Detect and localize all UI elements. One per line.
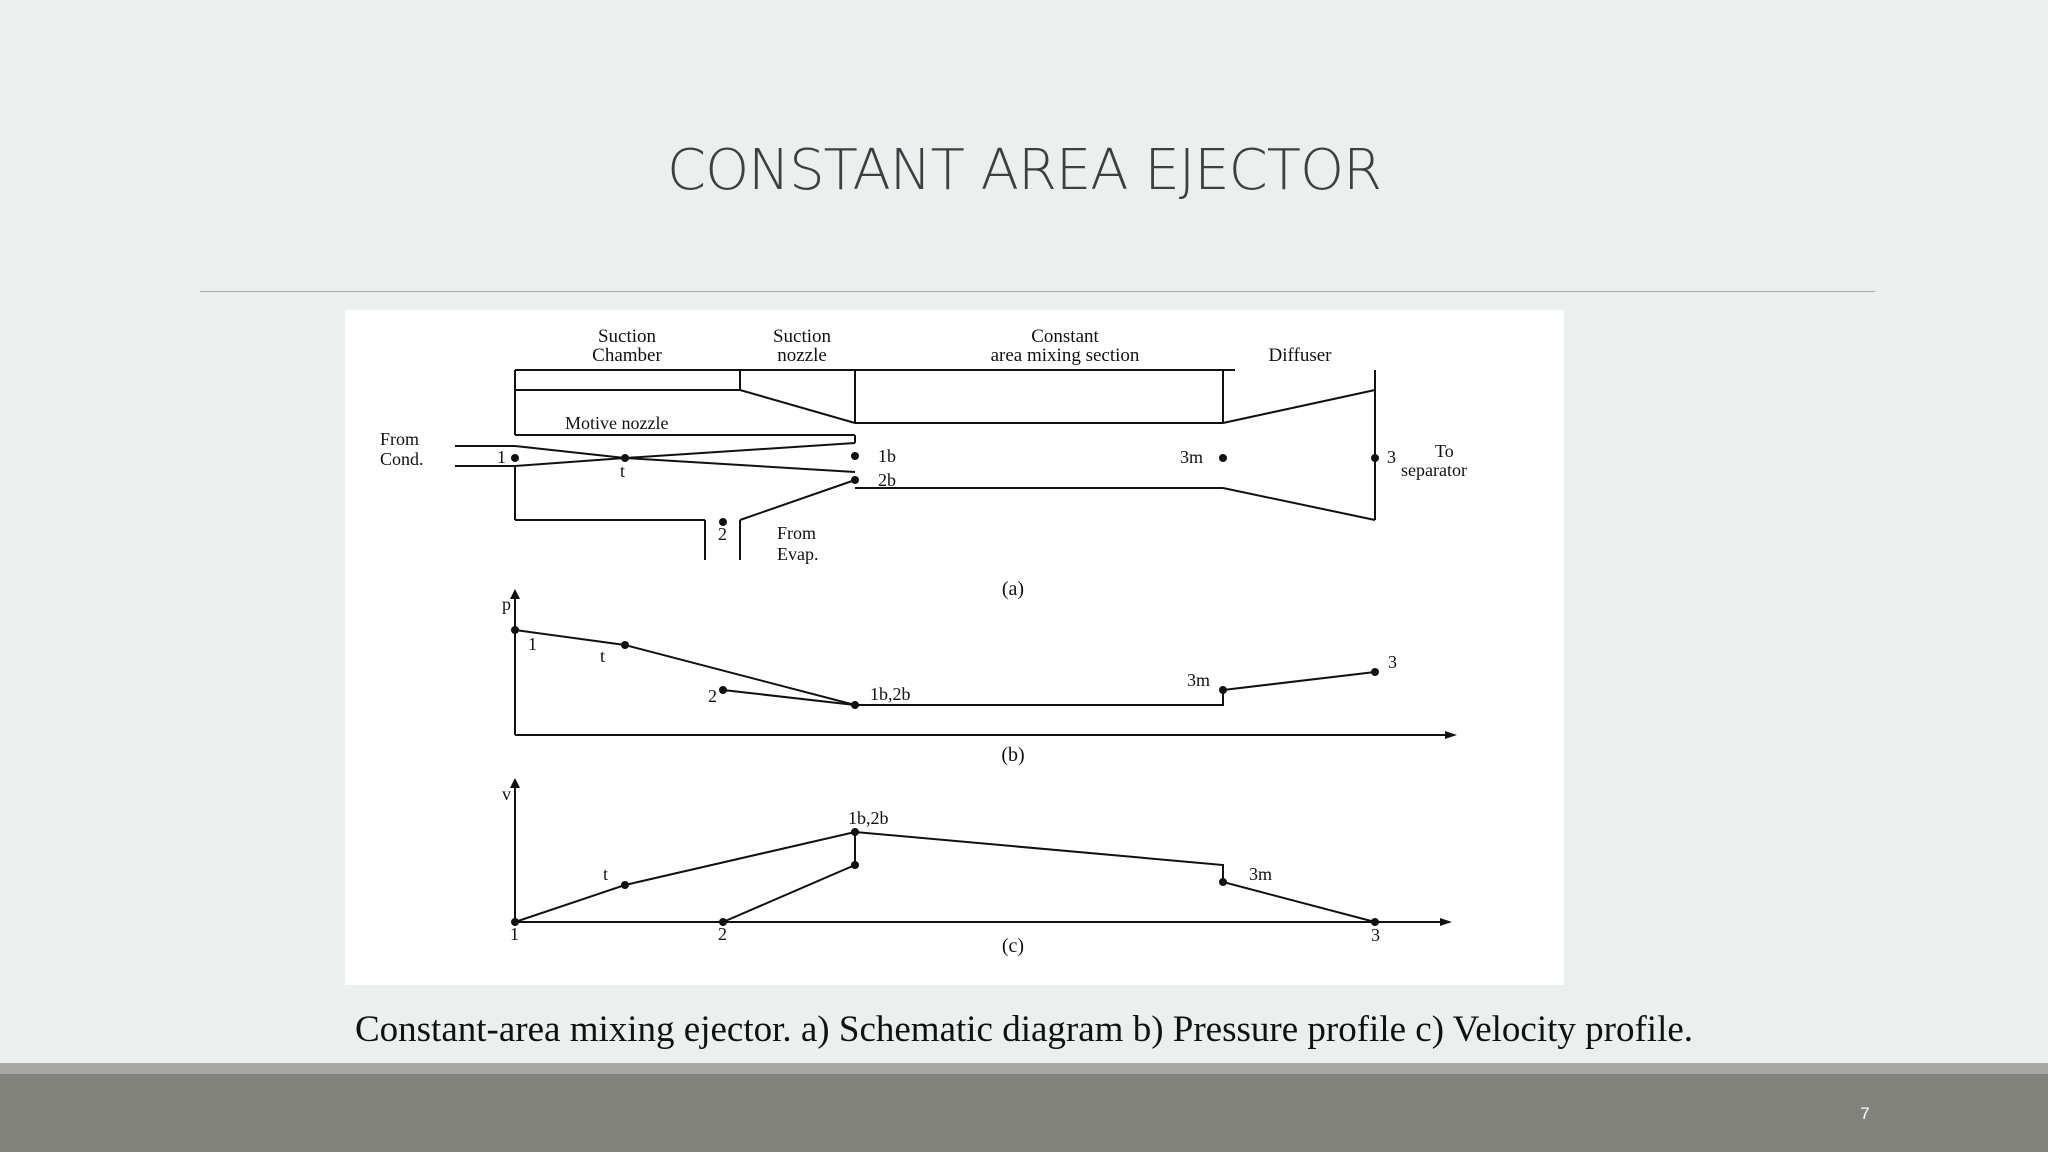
point-t-label: t xyxy=(620,461,626,481)
point-1b-label: 1b xyxy=(878,446,896,466)
pressure-point-3m: 3m xyxy=(1187,670,1211,690)
to-separator-label-2: separator xyxy=(1401,460,1467,480)
pressure-profile xyxy=(515,593,1450,735)
suction-chamber-label-2: Chamber xyxy=(592,345,662,366)
to-separator-label: To xyxy=(1435,441,1454,461)
suction-nozzle-label-2: nozzle xyxy=(777,345,827,366)
mixing-section-label: Constant xyxy=(1031,326,1099,347)
title-divider xyxy=(200,291,1875,292)
ejector-diagram xyxy=(345,310,1564,985)
diffuser-label: Diffuser xyxy=(1268,345,1332,366)
pressure-point-t: t xyxy=(600,646,606,666)
point-3m-label: 3m xyxy=(1180,447,1204,467)
ejector-figure xyxy=(345,310,1564,985)
pressure-point-1b2b: 1b,2b xyxy=(870,684,911,704)
velocity-profile xyxy=(515,782,1445,922)
suction-chamber-label: Suction xyxy=(597,326,657,347)
from-cond-label: From xyxy=(380,429,420,449)
pressure-point-2: 2 xyxy=(708,686,717,706)
velocity-point-3m: 3m xyxy=(1249,864,1273,884)
from-evap-label-2: Evap. xyxy=(777,544,819,564)
velocity-point-t: t xyxy=(603,864,609,884)
from-cond-label-2: Cond. xyxy=(380,449,424,469)
velocity-point-3: 3 xyxy=(1371,925,1380,945)
mixing-section-label-2: area mixing section xyxy=(990,345,1140,366)
pressure-point-3: 3 xyxy=(1388,652,1397,672)
velocity-point-1b2b: 1b,2b xyxy=(848,808,889,828)
figure-caption: Constant-area mixing ejector. a) Schematic diagram b) Pressure profile c) Velocity profile. xyxy=(354,1009,1694,1050)
velocity-caption: (c) xyxy=(1001,935,1025,957)
point-3-label: 3 xyxy=(1387,447,1396,467)
suction-nozzle-label: Suction xyxy=(772,326,832,347)
velocity-point-1: 1 xyxy=(510,924,519,944)
page-number: 7 xyxy=(1860,1104,1870,1123)
schematic-caption: (a) xyxy=(1001,578,1025,600)
pressure-axis-label: p xyxy=(502,594,511,614)
slide-title: CONSTANT AREA EJECTOR xyxy=(667,138,1381,203)
pressure-caption: (b) xyxy=(1001,744,1025,766)
from-evap-label: From xyxy=(777,523,817,543)
point-1-label: 1 xyxy=(497,447,506,467)
point-2b-label: 2b xyxy=(878,470,896,490)
velocity-point-2: 2 xyxy=(718,924,727,944)
velocity-axis-label: v xyxy=(502,784,511,804)
pressure-point-1: 1 xyxy=(528,634,537,654)
footer-band-accent xyxy=(0,1063,2048,1074)
motive-nozzle-label: Motive nozzle xyxy=(565,413,669,433)
point-2-label: 2 xyxy=(718,524,727,544)
footer-band xyxy=(0,1063,2048,1152)
